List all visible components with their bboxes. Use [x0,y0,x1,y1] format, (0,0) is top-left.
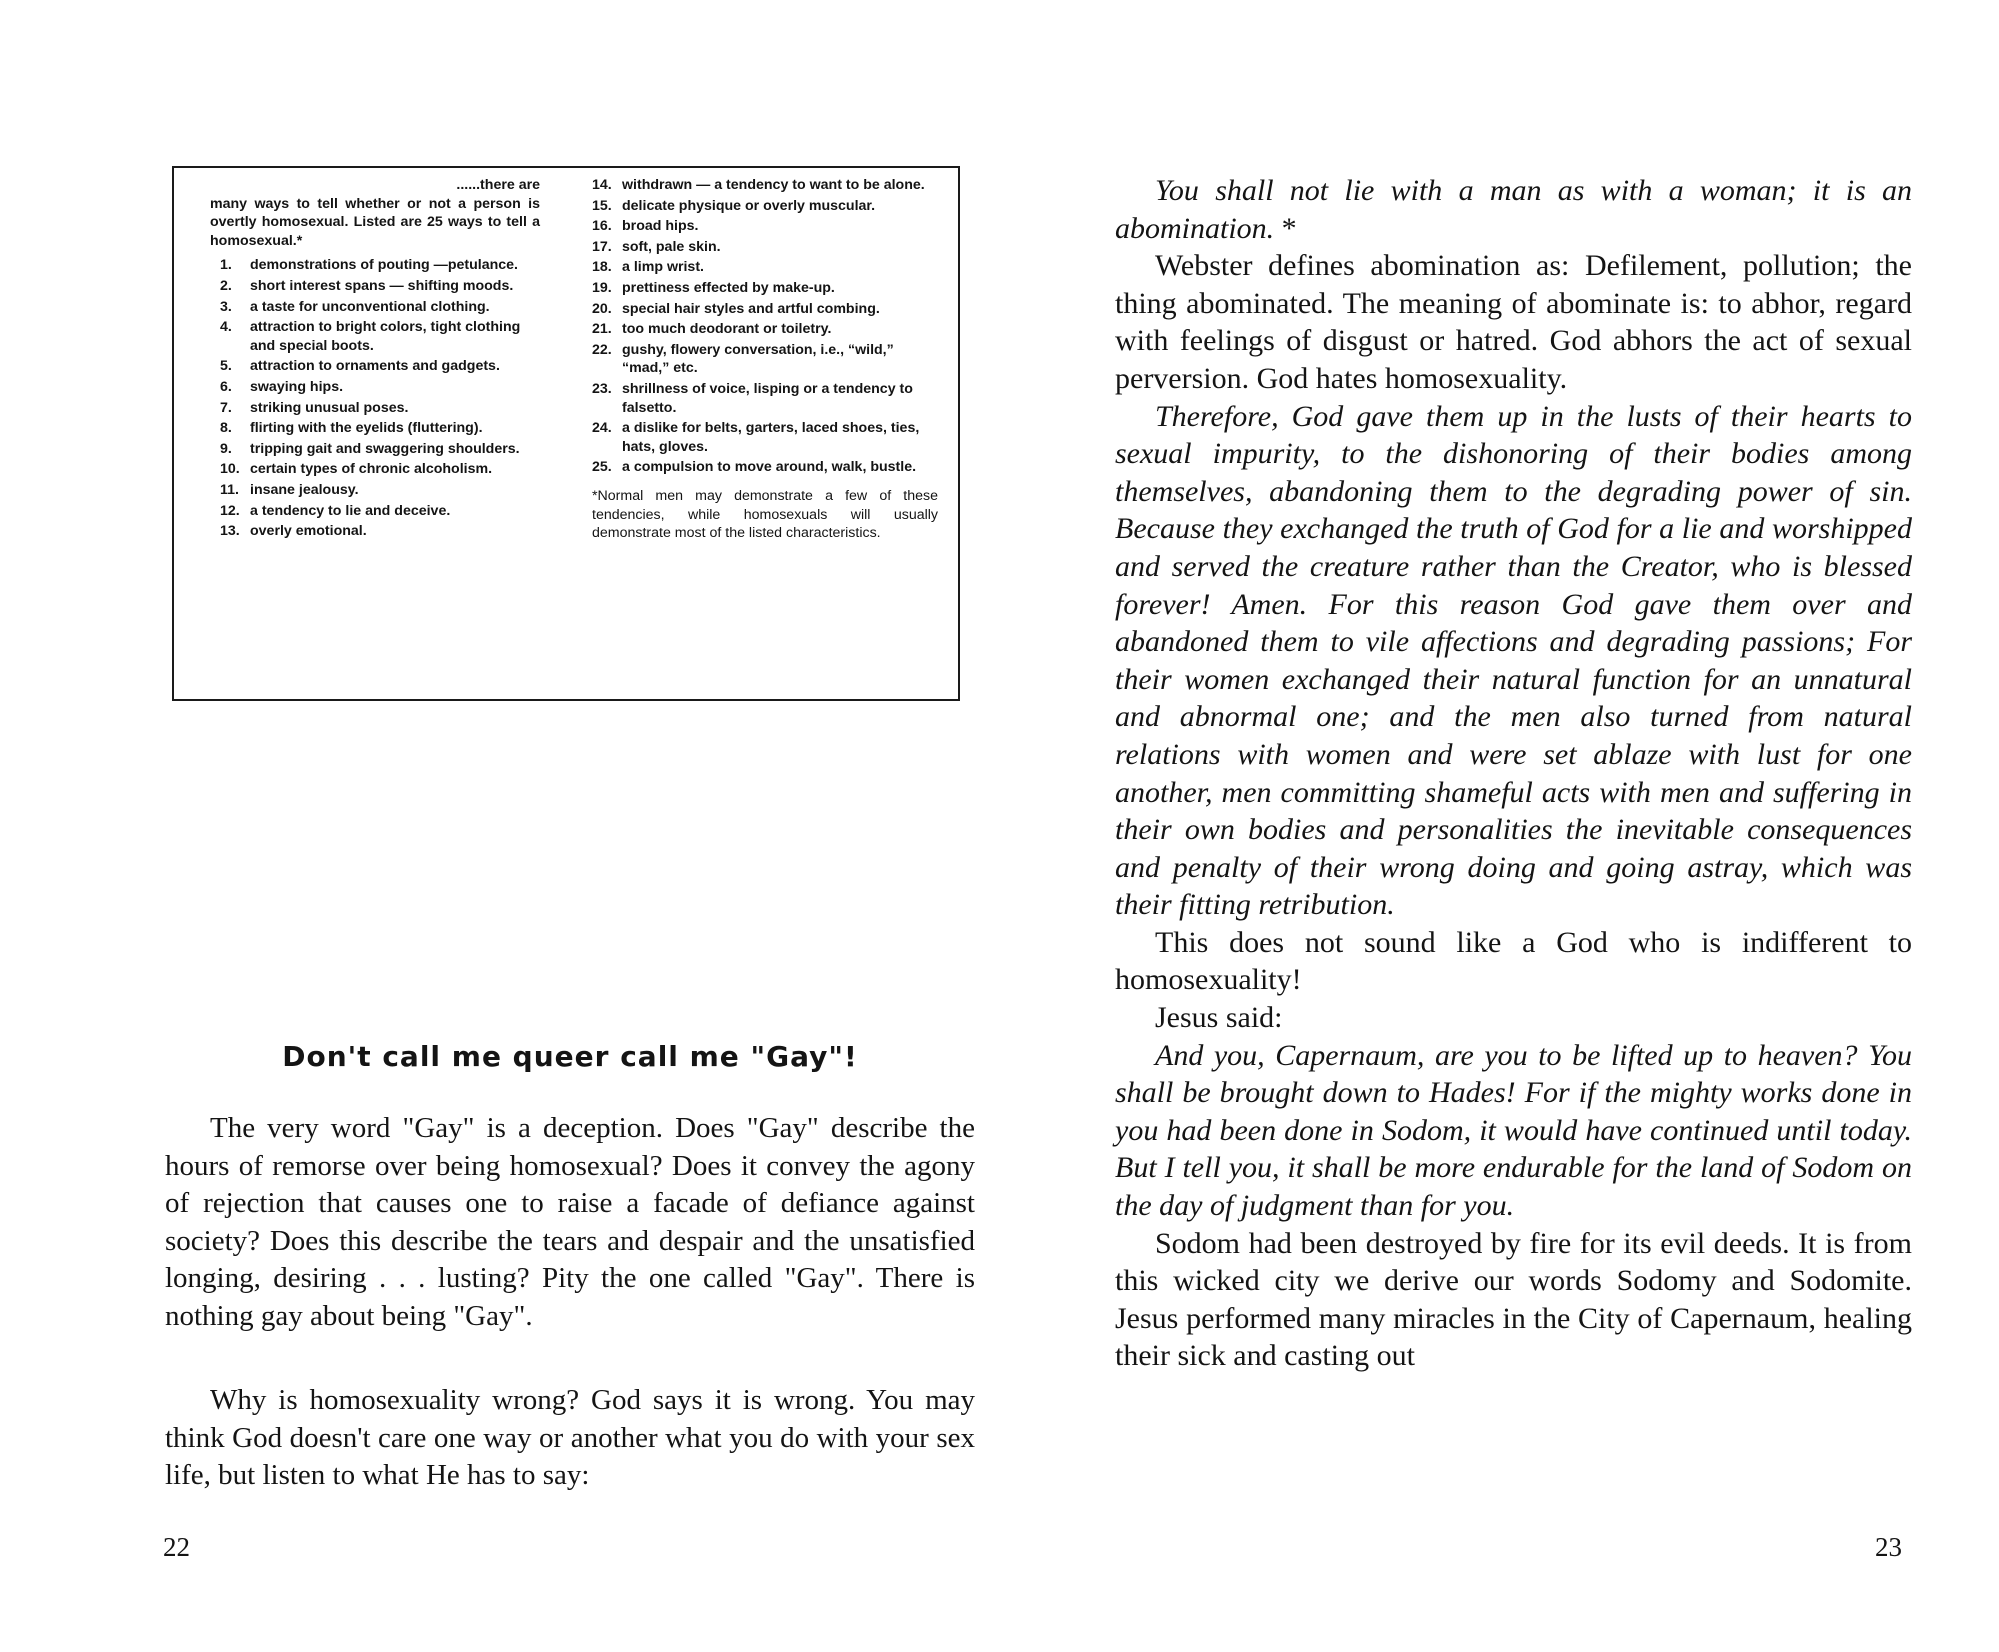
trait-number: 15. [592,197,612,214]
scripture-quote-romans: Therefore, God gave them up in the lusts of their hearts to sexual impurity, to the dishonoring of their bodies among themselves, abandoning them to the degrading power of sin. Because they exchanged the truth of God for a lie and worshipped and served the creature rather than the Creator, who is blessed forever! Amen. For this reason God gave them over and abandoned them to vile affections and degrading passions; For their women exchanged their natural function for an unnatural and abnormal one; and the men also turned from natural relations with women and were set ablaze with lust for one another, men committing shameful acts with men and suffering in their own bodies and personalities the inevitable consequences and penalty of their wrong doing and going astray, which was their fitting retribution. [1115,399,1912,922]
scripture-quote-capernaum: And you, Capernaum, are you to be lifted up to heaven? You shall be brought down to Hades! For if the mighty works done in you had been done in Sodom, it would have continued until today. But I tell you, it shall be more endurable for the land of Sodom on the day of judgment than for you. [1115,1038,1912,1223]
trait-list-item [592,300,938,319]
trait-number: 11. [220,481,239,498]
trait-list-item [592,341,938,378]
trait-list-item [592,279,938,298]
trait-number: 16. [592,218,612,235]
trait-text: shrillness of voice, lisping or a tendency to falsetto. [622,380,913,416]
right-page [1000,0,1999,1652]
trait-number: 18. [592,259,612,276]
trait-text: striking unusual poses. [250,399,409,416]
trait-list-item [592,176,938,195]
trait-list-item [210,481,540,500]
body-paragraph-sodom: Sodom had been destroyed by fire for its evil deeds. It is from this wicked city we derive our words Sodomy and Sodomite. Jesus performed many miracles in the City of Capernaum, healing their sick and casting out [1115,1226,1912,1373]
trait-text: overly emotional. [250,523,367,540]
trait-number: 23. [592,380,612,397]
trait-number: 13. [220,523,240,540]
trait-number: 20. [592,300,612,317]
trait-text: attraction to ornaments and gadgets. [250,358,500,375]
trait-list-item [592,458,938,477]
list-box-intro-lead: ......there are [456,177,540,193]
trait-number: 1. [220,257,232,274]
body-paragraph-gay-deception: The very word "Gay" is a deception. Does "Gay" describe the hours of remorse over being homosexual? Does it convey the agony of rejection that causes one to raise a facade of defiance against society? Does this describe the tears and despair and the unsatisfied longing, desiring . . . lusting? Pity the one called "Gay". There is nothing gay about being "Gay". [165,1112,975,1332]
trait-list-item [592,217,938,236]
list-box-footnote: *Normal men may demonstrate a few of these tendencies, while homosexuals will usually demonstrate most of the listed characteristics. [592,487,938,542]
quote-leviticus-text: You shall not lie with a man as with a woman; it is an abomination. [1115,174,1912,245]
list-box-right-column [592,176,938,543]
trait-text: flirting with the eyelids (fluttering). [250,420,483,437]
trait-text: a tendency to lie and deceive. [250,502,451,519]
list-box-intro-text: many ways to tell whether or not a person is overtly homosexual. Listed are 25 ways to tell a homosexual.* [210,195,540,249]
body-paragraph-indifferent: This does not sound like a God who is indifferent to homosexuality! [1115,925,1912,997]
trait-number: 17. [592,238,612,255]
trait-list-item [210,399,540,418]
trait-number: 8. [220,420,232,437]
page-number-right: 23 [1875,1532,1902,1562]
trait-number: 14. [592,177,612,193]
jesus-said-line: Jesus said: [1155,1001,1283,1035]
trait-number: 12. [220,502,240,519]
list-box-left-column [210,176,540,543]
trait-list-item [210,440,540,459]
trait-text: gushy, flowery conversation, i.e., “wild,” “mad,” etc. [622,341,894,377]
trait-number: 6. [220,378,232,395]
trait-list-item [592,320,938,339]
trait-list-item [592,238,938,257]
trait-text: swaying hips. [250,378,344,395]
trait-list-item [210,318,540,355]
trait-text: a dislike for belts, garters, laced shoes, ties, hats, gloves. [622,420,920,455]
trait-text: too much deodorant or toiletry. [622,321,832,338]
trait-text: broad hips. [622,218,699,235]
trait-number: 3. [220,298,232,315]
trait-text: delicate physique or overly muscular. [622,197,876,214]
trait-list-item [210,277,540,296]
trait-text: demonstrations of pouting —petulance. [250,257,518,274]
list-box-intro [210,176,540,250]
trait-list-item [210,357,540,376]
trait-number: 19. [592,279,612,296]
traits-list-part-2 [592,176,938,477]
page-number-left: 22 [163,1532,190,1562]
trait-number: 7. [220,399,232,416]
right-page-text [1115,172,1912,1375]
trait-text: insane jealousy. [250,481,359,498]
trait-list-item [210,460,540,479]
body-paragraph-webster: Webster defines abomination as: Defilement, pollution; the thing abominated. The meaning of abominate is: to abhor, regard with feelings of disgust or hatred. God abhors the act of sexual perversion. God hates homosexuality. [1115,249,1912,395]
scripture-quote-leviticus [1115,172,1912,247]
trait-number: 24. [592,420,612,437]
trait-text: attraction to bright colors, tight clothing and special boots. [250,319,521,354]
trait-list-item [592,419,938,456]
trait-text: withdrawn — a tendency to want to be alone. [622,177,925,193]
trait-text: soft, pale skin. [622,238,721,255]
traits-list-part-1 [210,256,540,540]
trait-text: a compulsion to move around, walk, bustle. [622,459,917,476]
trait-number: 9. [220,440,232,457]
trait-number: 21. [592,321,612,338]
trait-list-item [210,502,540,521]
trait-list-item [210,256,540,275]
body-paragraph-why-wrong: Why is homosexuality wrong? God says it is wrong. You may think God doesn't care one way or another what you do with your sex life, but listen to what He has to say: [165,1384,975,1491]
footnote-mark: * [1281,211,1297,245]
trait-text: short interest spans — shifting moods. [250,277,514,294]
trait-list-item [210,298,540,317]
trait-text: tripping gait and swaggering shoulders. [250,440,520,457]
trait-number: 5. [220,358,232,375]
trait-number: 22. [592,341,612,358]
trait-number: 10. [220,461,240,478]
trait-text: certain types of chronic alcoholism. [250,461,493,478]
trait-number: 4. [220,319,232,336]
trait-number: 25. [592,459,612,476]
trait-list-item [592,380,938,417]
trait-number: 2. [220,277,232,294]
trait-text: a limp wrist. [622,259,704,276]
trait-list-item [592,258,938,277]
trait-list-item [210,419,540,438]
trait-list-item [210,378,540,397]
trait-list-item [210,522,540,541]
homosexual-traits-list-box [172,166,960,701]
section-heading: Don't call me queer call me "Gay"! [282,1040,858,1073]
trait-text: prettiness effected by make-up. [622,279,835,296]
trait-text: special hair styles and artful combing. [622,300,880,317]
trait-list-item [592,197,938,216]
trait-text: a taste for unconventional clothing. [250,298,490,315]
